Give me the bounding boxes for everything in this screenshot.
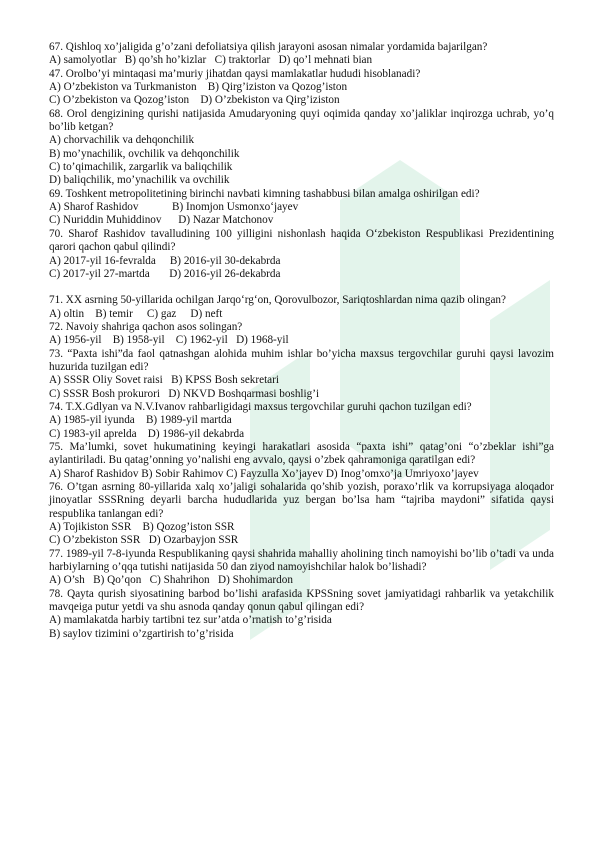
question-block-75 xyxy=(49,441,554,481)
answer-line: A) Tojikiston SSR B) Qozog’iston SSR xyxy=(49,521,235,534)
question-text: 47. Orolbo’yi mintaqasi ma’muriy jihatdan qaysi mamlakatlar hududi hisoblanadi? xyxy=(49,67,421,80)
answer-line: A) O’sh B) Qo’qon C) Shahrihon D) Shohimardon xyxy=(49,574,293,587)
answer-line: C) 1983-yil aprelda D) 1986-yil dekabrda xyxy=(49,427,245,440)
question-block-77 xyxy=(49,548,554,588)
paragraph-gap xyxy=(49,281,554,294)
question-block-78 xyxy=(49,588,554,641)
answer-line: A) Sharof Rashidov B) Sobir Rahimov C) Fayzulla Xo’jayev D) Inog’omxo’ja Umriyoxo’jayev xyxy=(49,467,479,480)
question-block-67 xyxy=(49,41,554,68)
question-block-70 xyxy=(49,228,554,281)
answer-line: A) 1985-yil iyunda B) 1989-yil martda xyxy=(49,414,232,427)
answer-line: C) Nuriddin Muhiddinov D) Nazar Matchonov xyxy=(49,214,274,227)
answer-line: C) O’zbekiston SSR D) Ozarbayjon SSR xyxy=(49,534,239,547)
answer-line: A) 1956-yil B) 1958-yil C) 1962-yil D) 1968-yil xyxy=(49,334,289,347)
question-text: 75. Ma’lumki, sovet hukumatining keyingi harakatlari asosida “paxta ishi” qatag’oni “o’zbeklar ishi”ga aylantiriladi. Bu qatag’onning yo’nalishi eng avvalo, qaysi o’zbek qahramoniga qaratilgan edi? xyxy=(49,440,554,467)
question-block-73 xyxy=(49,348,554,401)
question-text: 69. Toshkent metropolitetining birinchi navbati kimning tashabbusi bilan amalga oshirilgan edi? xyxy=(49,187,480,200)
answer-line: A) oltin B) temir C) gaz D) neft xyxy=(49,307,223,320)
question-block-68 xyxy=(49,108,554,188)
question-list xyxy=(49,41,554,641)
answer-line: C) to’qimachilik, zargarlik va baliqchilik xyxy=(49,161,233,174)
question-text: 67. Qishloq xo’jaligida g’o’zani defoliatsiya qilish jarayoni asosan nimalar yordamida bajarilgan? xyxy=(49,41,488,53)
question-text: 68. Orol dengizining qurishi natijasida Amudaryoning quyi oqimida qanday xo’jaliklar inqirozga uchrab, yo’q bo’lib ketgan? xyxy=(49,107,554,134)
question-block-47 xyxy=(49,68,554,108)
question-text: 71. XX asrning 50-yillarida ochilgan Jarqo‘rg‘on, Qorovulbozor, Sariqtoshlardan nima qazib olingan? xyxy=(49,294,506,307)
question-block-72 xyxy=(49,321,554,348)
answer-line: C) O’zbekiston va Qozog’iston D) O’zbekiston va Qirg’iziston xyxy=(49,94,340,107)
question-text: 74. T.X.Gdlyan va N.V.Ivanov rahbarligidagi maxsus tergovchilar guruhi qachon tuzilgan edi? xyxy=(49,400,472,413)
question-block-71 xyxy=(49,294,554,321)
answer-line: A) samolyotlar B) qo’sh ho’kizlar C) traktorlar D) qo’l mehnati bian xyxy=(49,54,373,67)
answer-line: C) 2017-yil 27-martda D) 2016-yil 26-dekabrda xyxy=(49,267,281,280)
question-block-76 xyxy=(49,481,554,548)
answer-line: A) SSSR Oliy Sovet raisi B) KPSS Bosh sekretari xyxy=(49,374,279,387)
answer-line: A) O’zbekiston va Turkmaniston B) Qirg’iziston va Qozog’iston xyxy=(49,81,348,94)
answer-line: A) chorvachilik va dehqonchilik xyxy=(49,134,195,147)
question-text: 78. Qayta qurish siyosatining barbod bo’lishi arafasida KPSSning sovet jamiyatidagi rahbarlik va yetakchilik mavqeiga putur yetdi va shu asnoda qanday qonun qabul qilingan edi? xyxy=(49,587,554,614)
answer-line: A) mamlakatda harbiy tartibni tez sur’atda o’rnatish to’g’risida xyxy=(49,614,332,627)
question-text: 70. Sharof Rashidov tavalludining 100 yilligini nishonlash haqida O‘zbekiston Respublikasi Prezidentining qarori qachon qabul qilindi? xyxy=(49,227,554,254)
answer-line: A) Sharof Rashidov B) Inomjon Usmonxo‘jayev xyxy=(49,201,299,214)
question-text: 76. O’tgan asrning 80-yillarida xalq xo’jaligi sohalarida qo’shib yozish, poraxo’rlik va korrupsiyaga aloqador jinoyatlar SSSRning deyarli barcha hududlarida yuz bergan bo’lsa ham “tajriba maydoni” sifatida qaysi respublika tanlangan edi? xyxy=(49,481,554,520)
question-text: 72. Navoiy shahriga qachon asos solingan? xyxy=(49,320,243,333)
question-block-69 xyxy=(49,188,554,228)
answer-line: B) mo’ynachilik, ovchilik va dehqonchilik xyxy=(49,147,240,160)
question-text: 73. “Paxta ishi”da faol qatnashgan alohida muhim ishlar bo’yicha maxsus tergovchilar guruhi qaysi lavozim huzurida tuzilgan edi? xyxy=(49,347,554,373)
answer-line: C) SSSR Bosh prokurori D) NKVD Boshqarmasi boshlig’i xyxy=(49,387,320,400)
question-text: 77. 1989-yil 7-8-iyunda Respublikaning qaysi shahrida mahalliy aholining tinch namoyishi bo’lib o’tadi va unda harbiylarning o’qqa tutishi natijasida 50 dan ziyod namoyishchilar halok bo’lishadi? xyxy=(49,547,554,574)
answer-line: D) baliqchilik, mo’ynachilik va ovchilik xyxy=(49,174,230,187)
answer-line: A) 2017-yil 16-fevralda B) 2016-yil 30-dekabrda xyxy=(49,254,281,267)
answer-line: B) saylov tizimini o’zgartirish to’g’risida xyxy=(49,627,234,640)
question-block-74 xyxy=(49,401,554,441)
